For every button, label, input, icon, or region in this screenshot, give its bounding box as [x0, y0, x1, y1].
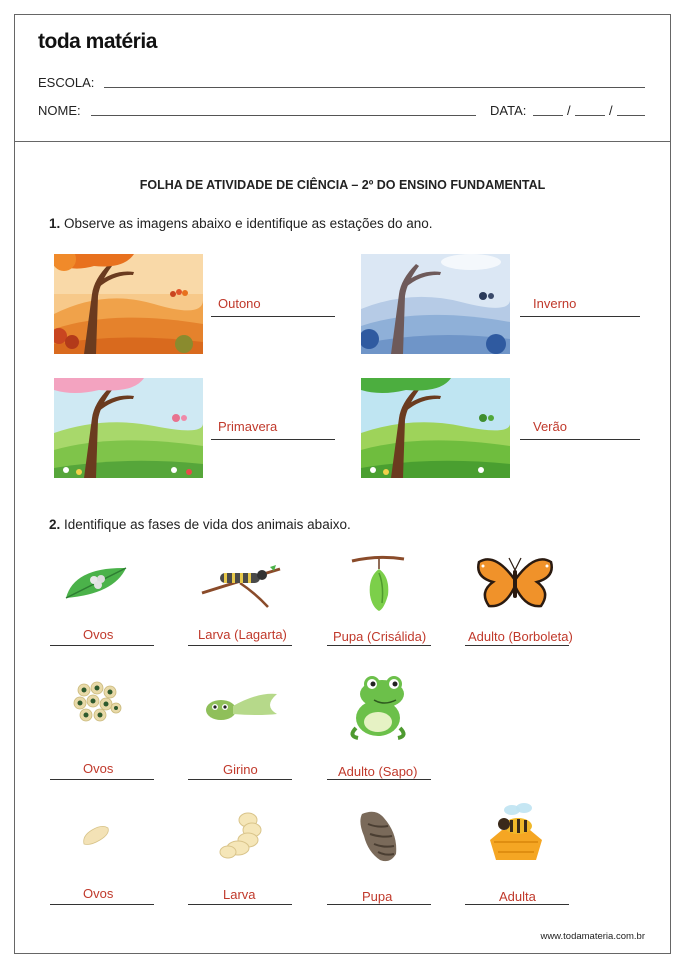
date-day-field[interactable] — [533, 115, 563, 116]
answer-line[interactable] — [50, 779, 154, 780]
footer-url[interactable]: www.todamateria.com.br — [540, 931, 645, 942]
winter-landscape-icon — [361, 254, 510, 354]
worksheet-frame — [14, 14, 671, 954]
question-1 — [49, 216, 433, 231]
lifecycle-answer: Ovos — [83, 761, 114, 776]
lifecycle-answer: Adulta — [499, 889, 536, 904]
lifecycle-answer: Adulto (Sapo) — [338, 764, 418, 779]
answer-line[interactable] — [211, 316, 335, 317]
season-answer: Verão — [533, 419, 567, 434]
bee-egg-icon — [80, 822, 112, 848]
school-field[interactable] — [104, 87, 645, 88]
date-separator: / — [567, 103, 571, 118]
lifecycle-answer: Ovos — [83, 886, 114, 901]
lifecycle-answer: Larva (Lagarta) — [198, 627, 287, 642]
answer-line[interactable] — [465, 645, 569, 646]
question-text: Identifique as fases de vida dos animais abaixo. — [64, 517, 351, 532]
lifecycle-answer: Girino — [223, 762, 258, 777]
answer-line[interactable] — [520, 439, 640, 440]
header-divider — [14, 141, 671, 142]
answer-line[interactable] — [188, 645, 292, 646]
question-number: 1. — [49, 216, 61, 231]
season-answer: Inverno — [533, 296, 577, 311]
answer-line[interactable] — [327, 904, 431, 905]
answer-line[interactable] — [211, 439, 335, 440]
butterfly-icon — [475, 552, 555, 612]
lifecycle-answer: Pupa (Crisálida) — [333, 629, 427, 644]
frog-icon — [344, 672, 412, 740]
season-answer: Outono — [218, 296, 261, 311]
logo: toda matéria — [38, 30, 157, 53]
answer-line[interactable] — [327, 779, 431, 780]
question-2 — [49, 517, 351, 532]
bee-larva-icon — [218, 812, 264, 860]
answer-line[interactable] — [465, 904, 569, 905]
autumn-landscape-icon — [54, 254, 203, 354]
name-field[interactable] — [91, 115, 476, 116]
question-number: 2. — [49, 517, 61, 532]
summer-landscape-icon — [361, 378, 510, 478]
date-separator: / — [609, 103, 613, 118]
season-answer: Primavera — [218, 419, 278, 434]
school-label: ESCOLA: — [38, 75, 95, 90]
lifecycle-answer: Ovos — [83, 627, 114, 642]
chrysalis-icon — [350, 555, 406, 613]
answer-line[interactable] — [327, 645, 431, 646]
name-label: NOME: — [38, 103, 81, 118]
answer-line[interactable] — [50, 904, 154, 905]
lifecycle-answer: Adulto (Borboleta) — [468, 629, 573, 644]
leaf-eggs-icon — [64, 562, 130, 602]
date-year-field[interactable] — [617, 115, 645, 116]
date-label: DATA: — [490, 103, 527, 118]
bee-pupa-icon — [354, 808, 404, 864]
answer-line[interactable] — [188, 904, 292, 905]
date-month-field[interactable] — [575, 115, 605, 116]
frog-eggs-icon — [72, 680, 122, 724]
page-title: FOLHA DE ATIVIDADE DE CIÊNCIA – 2º DO ENSINO FUNDAMENTAL — [139, 178, 546, 192]
caterpillar-icon — [200, 555, 282, 611]
bee-icon — [484, 800, 548, 866]
question-text: Observe as imagens abaixo e identifique as estações do ano. — [64, 216, 433, 231]
lifecycle-answer: Pupa — [362, 889, 393, 904]
answer-line[interactable] — [50, 645, 154, 646]
lifecycle-answer: Larva — [223, 887, 256, 902]
answer-line[interactable] — [520, 316, 640, 317]
answer-line[interactable] — [188, 779, 292, 780]
tadpole-icon — [203, 688, 279, 724]
spring-landscape-icon — [54, 378, 203, 478]
